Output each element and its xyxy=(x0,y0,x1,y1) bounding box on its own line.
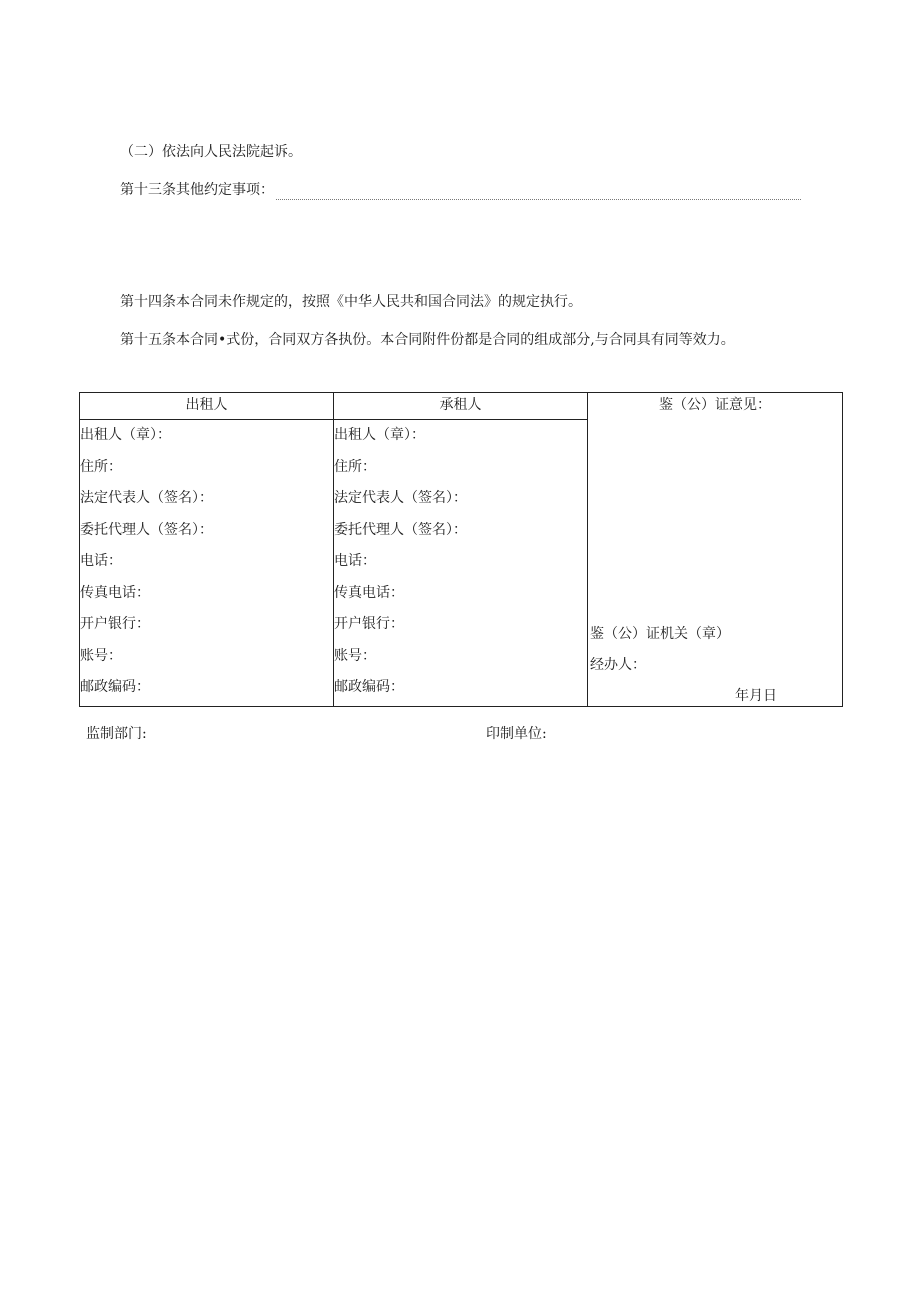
lessee-legal-rep-field: 法定代表人（签名）： xyxy=(334,490,467,506)
lessee-phone-field: 电话： xyxy=(334,553,376,569)
clause-13-other-terms xyxy=(120,180,801,200)
notary-opinion-header: 鉴（公）证意见： xyxy=(659,397,771,413)
lessee-postcode-field: 邮政编码： xyxy=(334,679,404,695)
lessee-agent-field: 委托代理人（签名）： xyxy=(334,521,467,538)
lessor-legal-rep-field: 法定代表人（签名）： xyxy=(80,490,213,506)
notary-opinion-body xyxy=(588,419,842,706)
notary-column xyxy=(588,393,843,707)
clause-13-label: 第十三条其他约定事项： xyxy=(120,182,274,198)
supervising-department: 监制部门: xyxy=(86,726,147,742)
clause-14: 第十四条本合同未作规定的，按照《中华人民共和国合同法》的规定执行。 xyxy=(120,294,582,310)
signature-table-header-row xyxy=(80,393,843,420)
lessor-postcode-field: 邮政编码： xyxy=(80,679,150,695)
lessor-account-field: 账号： xyxy=(80,647,122,664)
lessor-column-header: 出租人 xyxy=(80,393,334,420)
lessor-seal-field: 出租人（章）： xyxy=(80,427,171,443)
signature-table xyxy=(79,392,843,707)
lessor-address-field: 住所： xyxy=(80,458,122,475)
lessee-account-field: 账号： xyxy=(334,647,376,664)
lessee-fax-field: 传真电话： xyxy=(334,584,404,601)
notary-handler: 经办人： xyxy=(590,657,646,673)
lessee-address-field: 住所： xyxy=(334,458,376,475)
blank-fill-line xyxy=(276,185,801,200)
notary-authority-seal: 鉴（公）证机关（章） xyxy=(590,626,730,642)
lessor-phone-field: 电话： xyxy=(80,553,122,569)
notary-date: 年月日 xyxy=(735,688,777,704)
lessee-column-header: 承租人 xyxy=(334,393,588,420)
lessee-column xyxy=(334,420,588,707)
clause-15: 第十五条本合同•式份，合同双方各执份。本合同附件份都是合同的组成部分,与合同具有同等效力。 xyxy=(120,332,735,348)
lessor-fax-field: 传真电话： xyxy=(80,584,150,601)
lessee-seal-field: 出租人（章）： xyxy=(334,427,425,443)
lessor-bank-field: 开户银行： xyxy=(80,616,150,632)
lessee-bank-field: 开户银行： xyxy=(334,616,404,632)
lessor-agent-field: 委托代理人（签名）： xyxy=(80,521,213,538)
printing-unit: 印制单位: xyxy=(486,726,547,742)
lessor-column xyxy=(80,420,334,707)
clause-lawsuit-option: （二）依法向人民法院起诉。 xyxy=(120,144,302,160)
